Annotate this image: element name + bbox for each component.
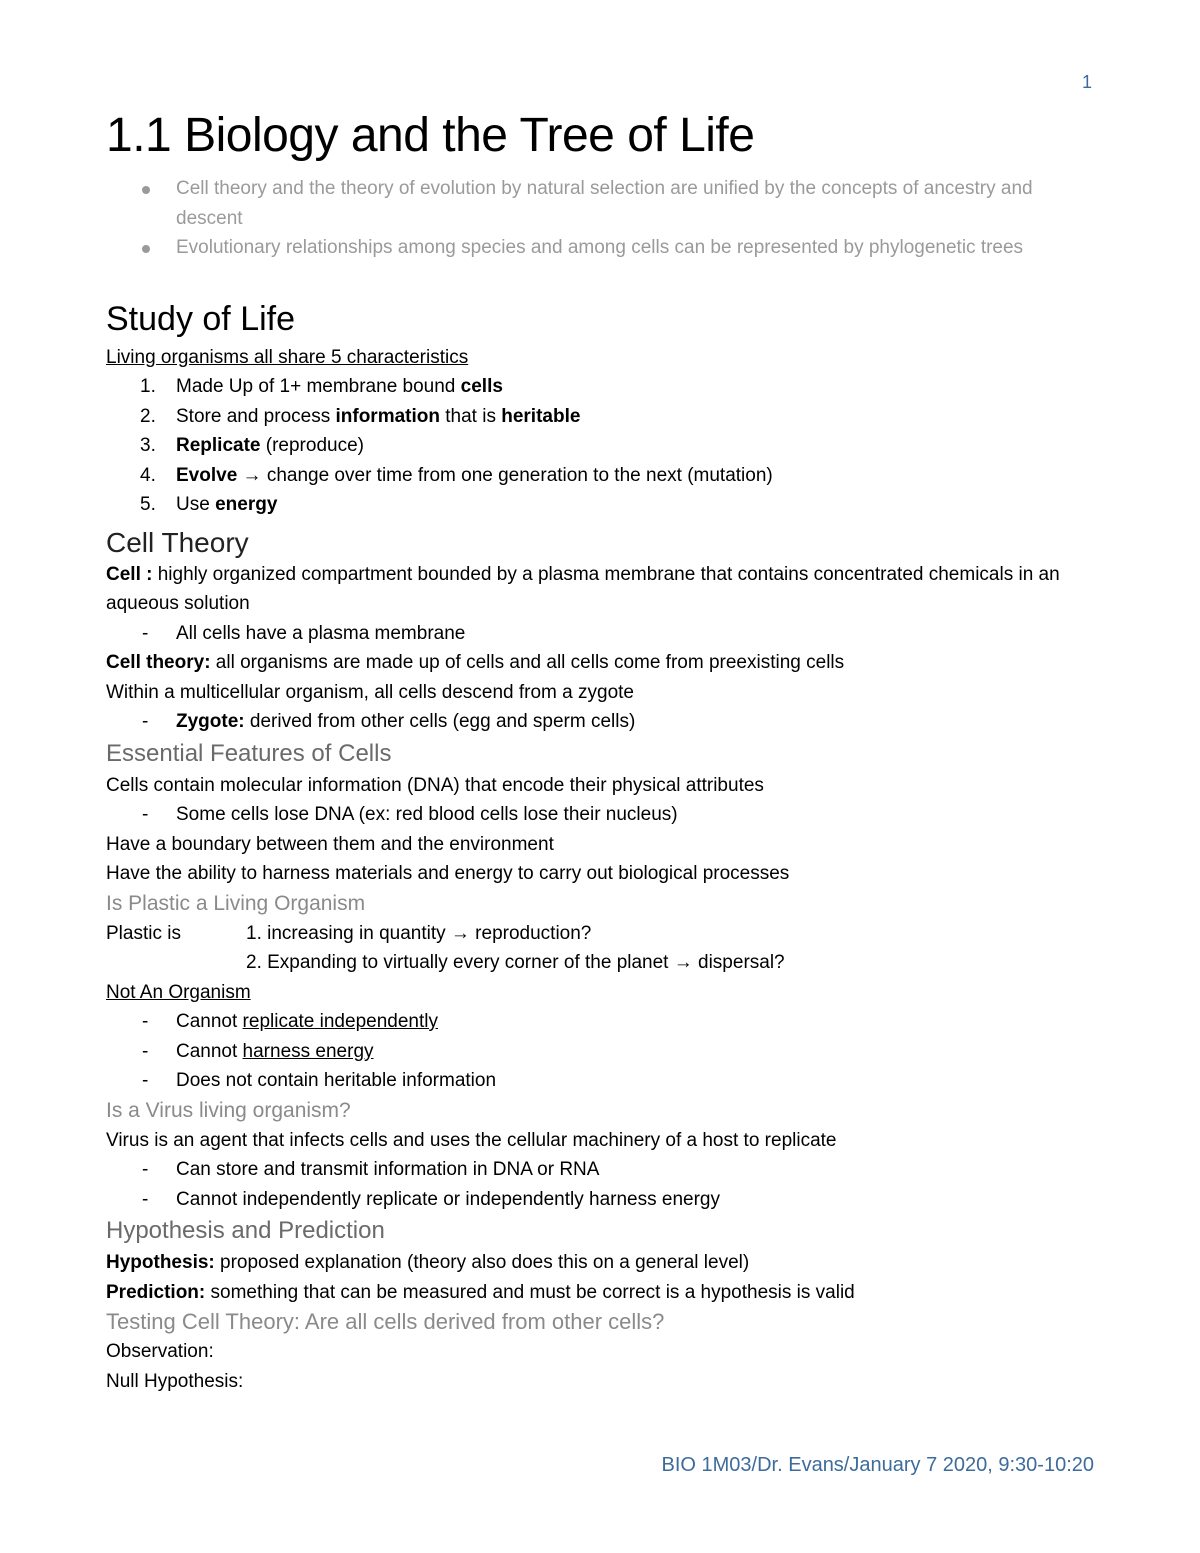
section-heading-cell-theory: Cell Theory bbox=[106, 526, 249, 558]
hypothesis-definition: Hypothesis: proposed explanation (theory also does this on a general level) bbox=[106, 1252, 750, 1273]
essential-line-1: Cells contain molecular information (DNA) that encode their physical attributes bbox=[106, 774, 764, 796]
section-heading-essential-features: Essential Features of Cells bbox=[106, 739, 392, 767]
list-item: 3. Replicate (reproduce) bbox=[140, 435, 364, 456]
essential-sub-list bbox=[106, 800, 1096, 830]
plastic-point-2: 2. Expanding to virtually every corner of the planet → dispersal? bbox=[246, 952, 785, 973]
list-item: 1. Made Up of 1+ membrane bound cells bbox=[140, 376, 503, 397]
list-item: Evolutionary relationships among species and among cells can be represented by phylogenetic trees bbox=[106, 233, 1096, 263]
list-item: Cell theory and the theory of evolution by natural selection are unified by the concepts of ancestry and descent bbox=[106, 174, 1096, 233]
page-title: 1.1 Biology and the Tree of Life bbox=[106, 109, 755, 162]
essential-line-2: Have a boundary between them and the environment bbox=[106, 833, 554, 855]
page-number: 1 bbox=[1081, 72, 1092, 92]
cell-definition: Cell : highly organized compartment bounded by a plasma membrane that contains concentrated chemicals in an aqueous solution bbox=[106, 563, 1060, 614]
list-item: - Cannot independently replicate or independently harness energy bbox=[142, 1188, 720, 1210]
list-item: 4. Evolve → change over time from one generation to the next (mutation) bbox=[140, 464, 773, 486]
prediction-definition: Prediction: something that can be measured and must be correct is a hypothesis is valid bbox=[106, 1281, 855, 1303]
not-an-organism-label: Not An Organism bbox=[106, 981, 251, 1003]
observation-label: Observation: bbox=[106, 1341, 214, 1362]
characteristics-list bbox=[106, 372, 1096, 520]
virus-definition: Virus is an agent that infects cells and uses the cellular machinery of a host to replicate bbox=[106, 1129, 837, 1151]
section-heading-study-of-life: Study of Life bbox=[106, 299, 296, 338]
section-heading-virus: Is a Virus living organism? bbox=[106, 1098, 351, 1122]
list-item: - Zygote: derived from other cells (egg and sperm cells) bbox=[142, 711, 636, 732]
bullet-icon bbox=[142, 245, 150, 253]
list-item: - Cannot harness energy bbox=[142, 1040, 374, 1062]
list-item: - Does not contain heritable information bbox=[142, 1070, 497, 1091]
essential-line-3: Have the ability to harness materials and energy to carry out biological processes bbox=[106, 863, 790, 884]
not-organism-list bbox=[106, 1007, 1096, 1096]
virus-list bbox=[106, 1155, 1096, 1214]
section-heading-testing: Testing Cell Theory: Are all cells derived from other cells? bbox=[106, 1309, 665, 1334]
cell-sub-list bbox=[106, 619, 1096, 649]
list-item: 2. Store and process information that is heritable bbox=[140, 405, 581, 427]
null-hypothesis-label: Null Hypothesis: bbox=[106, 1370, 244, 1392]
bullet-icon bbox=[142, 186, 150, 194]
list-item: - Can store and transmit information in DNA or RNA bbox=[142, 1159, 600, 1180]
intro-bullet-list bbox=[106, 174, 1096, 263]
cell-theory-definition: Cell theory: all organisms are made up of cells and all cells come from preexisting cells bbox=[106, 652, 845, 673]
section-heading-hypothesis: Hypothesis and Prediction bbox=[106, 1217, 385, 1244]
document-body bbox=[106, 174, 1096, 1396]
list-item: - Cannot replicate independently bbox=[142, 1011, 438, 1032]
list-item: 5. Use energy bbox=[140, 494, 278, 515]
multicellular-line: Within a multicellular organism, all cells descend from a zygote bbox=[106, 681, 634, 703]
list-item: - All cells have a plasma membrane bbox=[142, 622, 466, 644]
characteristics-subtitle: Living organisms all share 5 characteristics bbox=[106, 346, 469, 368]
list-item: - Some cells lose DNA (ex: red blood cells lose their nucleus) bbox=[142, 804, 678, 825]
plastic-point-1: Plastic is 1. increasing in quantity → reproduction? bbox=[106, 922, 592, 944]
section-heading-plastic: Is Plastic a Living Organism bbox=[106, 891, 366, 915]
zygote-list bbox=[106, 707, 1096, 737]
page-footer: BIO 1M03/Dr. Evans/January 7 2020, 9:30-10:20 bbox=[661, 1454, 1094, 1476]
